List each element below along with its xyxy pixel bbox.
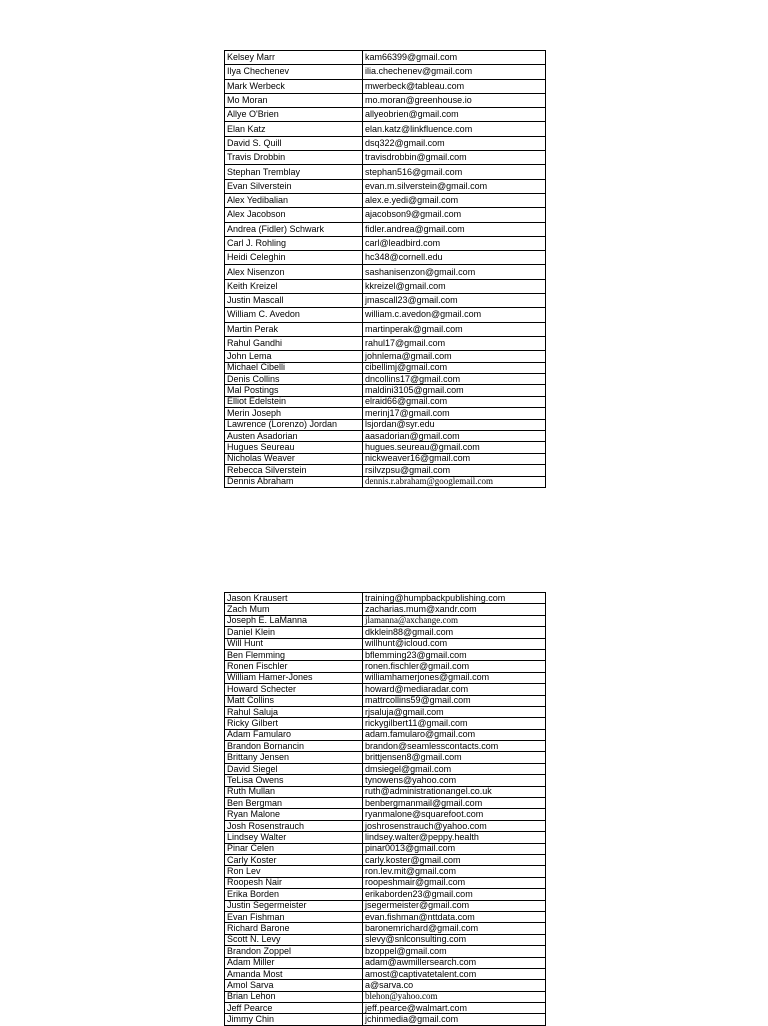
contact-email-cell: rjsaluja@gmail.com [363, 706, 546, 717]
table-row [225, 718, 546, 729]
table-row [225, 604, 546, 615]
contact-name-cell: Scott N. Levy [225, 934, 363, 945]
contact-email-cell: ron.lev.mit@gmail.com [363, 866, 546, 877]
contact-name-cell: Zach Mum [225, 604, 363, 615]
contact-name-cell: Carly Koster [225, 854, 363, 865]
table-row [225, 193, 546, 207]
table-row [225, 991, 546, 1002]
contact-email-cell: allyeobrien@gmail.com [363, 108, 546, 122]
contact-name-cell: Merin Joseph [225, 408, 363, 419]
contact-name-cell: Rahul Saluja [225, 706, 363, 717]
contacts-table-1 [224, 50, 546, 488]
contact-email-cell: dncollins17@gmail.com [363, 374, 546, 385]
table-row [225, 741, 546, 752]
table-row [225, 236, 546, 250]
table-row [225, 165, 546, 179]
contact-email-cell: baronemrichard@gmail.com [363, 923, 546, 934]
table-row [225, 396, 546, 407]
table-row [225, 222, 546, 236]
contact-email-cell: benbergmanmail@gmail.com [363, 798, 546, 809]
contact-email-cell: evan.m.silverstein@gmail.com [363, 179, 546, 193]
contact-email-cell: jeff.pearce@walmart.com [363, 1003, 546, 1014]
contact-name-cell: Lawrence (Lorenzo) Jordan [225, 419, 363, 430]
contact-email-cell: merinj17@gmail.com [363, 408, 546, 419]
contact-email-cell: sashanisenzon@gmail.com [363, 265, 546, 279]
contact-name-cell: Matt Collins [225, 695, 363, 706]
contact-name-cell: Brian Lehon [225, 991, 363, 1002]
table-row [225, 798, 546, 809]
table-row [225, 877, 546, 888]
contact-name-cell: Pinar Celen [225, 843, 363, 854]
table-row [225, 946, 546, 957]
contact-name-cell: Martin Perak [225, 322, 363, 336]
contact-email-cell: jsegermeister@gmail.com [363, 900, 546, 911]
contact-name-cell: William Hamer-Jones [225, 672, 363, 683]
contact-email-cell: amost@captivatetalent.com [363, 968, 546, 979]
contact-name-cell: Amanda Most [225, 968, 363, 979]
table-row [225, 351, 546, 362]
contact-name-cell: John Lema [225, 351, 363, 362]
contact-name-cell: Mo Moran [225, 93, 363, 107]
contact-email-cell: cibellimj@gmail.com [363, 362, 546, 373]
table-row [225, 208, 546, 222]
contact-name-cell: Kelsey Marr [225, 51, 363, 65]
contact-name-cell: Hugues Seureau [225, 442, 363, 453]
table-row [225, 251, 546, 265]
contact-name-cell: Josh Rosenstrauch [225, 820, 363, 831]
contact-name-cell: Alex Yedibalian [225, 193, 363, 207]
table-row [225, 957, 546, 968]
contact-email-cell: a@sarva.co [363, 980, 546, 991]
contact-name-cell: Justin Mascall [225, 294, 363, 308]
contact-email-cell: willhunt@icloud.com [363, 638, 546, 649]
table-row [225, 923, 546, 934]
contact-name-cell: Carl J. Rohling [225, 236, 363, 250]
contact-email-cell: blehon@yahoo.com [363, 991, 546, 1002]
contact-email-cell: joshrosenstrauch@yahoo.com [363, 820, 546, 831]
table-row [225, 51, 546, 65]
table-row [225, 752, 546, 763]
table-row [225, 820, 546, 831]
contact-email-cell: rahul17@gmail.com [363, 336, 546, 350]
table-row [225, 336, 546, 350]
contact-email-cell: carly.koster@gmail.com [363, 854, 546, 865]
contact-email-cell: dmsiegel@gmail.com [363, 763, 546, 774]
contact-email-cell: jchinmedia@gmail.com [363, 1014, 546, 1025]
table-row [225, 661, 546, 672]
contact-email-cell: tynowens@yahoo.com [363, 775, 546, 786]
table-row [225, 362, 546, 373]
table-row [225, 122, 546, 136]
contact-name-cell: Alex Nisenzon [225, 265, 363, 279]
table-row [225, 649, 546, 660]
contact-email-cell: jmascall23@gmail.com [363, 294, 546, 308]
contact-name-cell: Michael Cibelli [225, 362, 363, 373]
table-row [225, 430, 546, 441]
contact-name-cell: Evan Silverstein [225, 179, 363, 193]
table-row [225, 763, 546, 774]
contact-name-cell: Ronen Fischler [225, 661, 363, 672]
contact-email-cell: nickweaver16@gmail.com [363, 453, 546, 464]
contact-name-cell: TeLisa Owens [225, 775, 363, 786]
contact-email-cell: zacharias.mum@xandr.com [363, 604, 546, 615]
contact-email-cell: aasadorian@gmail.com [363, 430, 546, 441]
contact-name-cell: Nicholas Weaver [225, 453, 363, 464]
contact-name-cell: Jeff Pearce [225, 1003, 363, 1014]
table-row [225, 136, 546, 150]
contact-email-cell: pinar0013@gmail.com [363, 843, 546, 854]
table-row [225, 706, 546, 717]
table-row [225, 809, 546, 820]
contact-email-cell: ajacobson9@gmail.com [363, 208, 546, 222]
contact-name-cell: Austen Asadorian [225, 430, 363, 441]
contact-name-cell: Jimmy Chin [225, 1014, 363, 1025]
contact-name-cell: Heidi Celeghin [225, 251, 363, 265]
contact-name-cell: Richard Barone [225, 923, 363, 934]
contact-name-cell: Keith Kreizel [225, 279, 363, 293]
contact-email-cell: ronen.fischler@gmail.com [363, 661, 546, 672]
contact-email-cell: dennis.r.abraham@googlemail.com [363, 476, 546, 487]
contact-name-cell: Justin Segermeister [225, 900, 363, 911]
contact-email-cell: elraid66@gmail.com [363, 396, 546, 407]
contact-name-cell: Brittany Jensen [225, 752, 363, 763]
contact-name-cell: Joseph E. LaManna [225, 615, 363, 626]
contact-email-cell: hugues.seureau@gmail.com [363, 442, 546, 453]
contact-name-cell: Rebecca Silverstein [225, 465, 363, 476]
table-row [225, 465, 546, 476]
table-row [225, 695, 546, 706]
contact-email-cell: mattrcollins59@gmail.com [363, 695, 546, 706]
contact-name-cell: Elliot Edelstein [225, 396, 363, 407]
contact-email-cell: mwerbeck@tableau.com [363, 79, 546, 93]
contact-email-cell: travisdrobbin@gmail.com [363, 151, 546, 165]
table-row [225, 786, 546, 797]
contact-email-cell: kkreizel@gmail.com [363, 279, 546, 293]
contacts-table-2 [224, 592, 546, 1026]
contact-email-cell: elan.katz@linkfluence.com [363, 122, 546, 136]
table-row [225, 866, 546, 877]
contact-name-cell: Brandon Bornancin [225, 741, 363, 752]
table-row [225, 93, 546, 107]
contact-name-cell: Amol Sarva [225, 980, 363, 991]
contact-email-cell: maldini3105@gmail.com [363, 385, 546, 396]
contact-name-cell: Howard Schecter [225, 684, 363, 695]
contact-email-cell: stephan516@gmail.com [363, 165, 546, 179]
contact-name-cell: William C. Avedon [225, 308, 363, 322]
table-row [225, 179, 546, 193]
table-row [225, 980, 546, 991]
table-row [225, 419, 546, 430]
contact-name-cell: Elan Katz [225, 122, 363, 136]
contact-email-cell: johnlema@gmail.com [363, 351, 546, 362]
contacts-table-1-body [225, 51, 546, 488]
contact-name-cell: Andrea (Fidler) Schwark [225, 222, 363, 236]
contact-email-cell: mo.moran@greenhouse.io [363, 93, 546, 107]
contact-email-cell: brandon@seamlesscontacts.com [363, 741, 546, 752]
contact-name-cell: Adam Miller [225, 957, 363, 968]
table-row [225, 854, 546, 865]
contact-email-cell: dkklein88@gmail.com [363, 627, 546, 638]
contact-email-cell: roopeshmair@gmail.com [363, 877, 546, 888]
contacts-table-2-body [225, 593, 546, 1026]
contact-name-cell: Erika Borden [225, 889, 363, 900]
table-row [225, 627, 546, 638]
contact-email-cell: training@humpbackpublishing.com [363, 593, 546, 604]
contact-email-cell: evan.fishman@nttdata.com [363, 911, 546, 922]
contact-email-cell: carl@leadbird.com [363, 236, 546, 250]
table-row [225, 615, 546, 626]
contact-email-cell: erikaborden23@gmail.com [363, 889, 546, 900]
table-row [225, 638, 546, 649]
table-row [225, 442, 546, 453]
contact-email-cell: fidler.andrea@gmail.com [363, 222, 546, 236]
contact-name-cell: Denis Collins [225, 374, 363, 385]
contact-email-cell: martinperak@gmail.com [363, 322, 546, 336]
table-row [225, 684, 546, 695]
table-row [225, 1003, 546, 1014]
table-row [225, 294, 546, 308]
table-row [225, 279, 546, 293]
table-row [225, 65, 546, 79]
contact-name-cell: Dennis Abraham [225, 476, 363, 487]
table-row [225, 322, 546, 336]
contact-email-cell: howard@mediaradar.com [363, 684, 546, 695]
table-row [225, 385, 546, 396]
table-row [225, 672, 546, 683]
contact-name-cell: Stephan Tremblay [225, 165, 363, 179]
contact-email-cell: rickygilbert11@gmail.com [363, 718, 546, 729]
table-row [225, 900, 546, 911]
table-row [225, 408, 546, 419]
table-row [225, 79, 546, 93]
contact-email-cell: adam.famularo@gmail.com [363, 729, 546, 740]
contact-name-cell: David Siegel [225, 763, 363, 774]
contact-name-cell: Jason Krausert [225, 593, 363, 604]
contact-name-cell: Alex Jacobson [225, 208, 363, 222]
contact-name-cell: Brandon Zoppel [225, 946, 363, 957]
table-row [225, 843, 546, 854]
contact-name-cell: Will Hunt [225, 638, 363, 649]
contact-email-cell: kam66399@gmail.com [363, 51, 546, 65]
table-row [225, 593, 546, 604]
contact-name-cell: Travis Drobbin [225, 151, 363, 165]
table-row [225, 729, 546, 740]
contact-name-cell: Ilya Chechenev [225, 65, 363, 79]
contact-email-cell: alex.e.yedi@gmail.com [363, 193, 546, 207]
contact-name-cell: Ryan Malone [225, 809, 363, 820]
contact-email-cell: lsjordan@syr.edu [363, 419, 546, 430]
contact-email-cell: adam@awmillersearch.com [363, 957, 546, 968]
table-row [225, 889, 546, 900]
contact-name-cell: Mal Postings [225, 385, 363, 396]
contact-name-cell: Ben Flemming [225, 649, 363, 660]
contact-name-cell: Ben Bergman [225, 798, 363, 809]
contact-email-cell: ruth@administrationangel.co.uk [363, 786, 546, 797]
table-row [225, 968, 546, 979]
table-row [225, 453, 546, 464]
contact-name-cell: Ricky Gilbert [225, 718, 363, 729]
table-row [225, 308, 546, 322]
contact-email-cell: ilia.chechenev@gmail.com [363, 65, 546, 79]
contact-email-cell: dsq322@gmail.com [363, 136, 546, 150]
contact-name-cell: Ruth Mullan [225, 786, 363, 797]
table-row [225, 832, 546, 843]
contact-name-cell: Lindsey Walter [225, 832, 363, 843]
contact-name-cell: Adam Famularo [225, 729, 363, 740]
contact-name-cell: Daniel Klein [225, 627, 363, 638]
table-row [225, 911, 546, 922]
contact-name-cell: Roopesh Nair [225, 877, 363, 888]
contact-name-cell: Allye O'Brien [225, 108, 363, 122]
contact-email-cell: bflemming23@gmail.com [363, 649, 546, 660]
contact-email-cell: william.c.avedon@gmail.com [363, 308, 546, 322]
contact-email-cell: slevy@snlconsulting.com [363, 934, 546, 945]
contact-email-cell: ryanmalone@squarefoot.com [363, 809, 546, 820]
contact-name-cell: Ron Lev [225, 866, 363, 877]
contact-email-cell: lindsey.walter@peppy.health [363, 832, 546, 843]
contact-email-cell: williamhamerjones@gmail.com [363, 672, 546, 683]
contact-name-cell: Evan Fishman [225, 911, 363, 922]
table-row [225, 934, 546, 945]
table-row [225, 775, 546, 786]
contact-email-cell: jlamanna@axchange.com [363, 615, 546, 626]
table-row [225, 151, 546, 165]
table-row [225, 374, 546, 385]
contact-email-cell: rsilvzpsu@gmail.com [363, 465, 546, 476]
contact-name-cell: Rahul Gandhi [225, 336, 363, 350]
table-row [225, 108, 546, 122]
contact-email-cell: hc348@cornell.edu [363, 251, 546, 265]
table-row [225, 265, 546, 279]
contact-email-cell: bzoppel@gmail.com [363, 946, 546, 957]
contact-name-cell: David S. Quill [225, 136, 363, 150]
contact-name-cell: Mark Werbeck [225, 79, 363, 93]
contact-email-cell: brittjensen8@gmail.com [363, 752, 546, 763]
table-row [225, 476, 546, 487]
